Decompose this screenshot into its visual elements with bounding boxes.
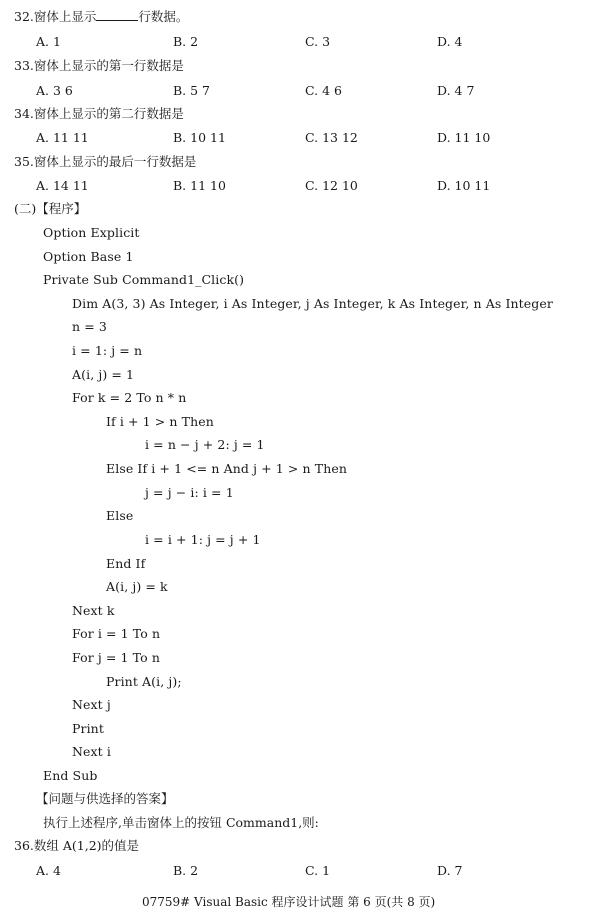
section-title: (二)【程序】	[14, 201, 87, 216]
option-d: D. 4	[437, 34, 463, 49]
question-text: 窗体上显示的最后一行数据是	[33, 154, 197, 169]
question-number: 33.	[14, 58, 34, 73]
question-33	[14, 58, 184, 74]
code-line: For j = 1 To n	[72, 650, 161, 665]
question-34	[14, 106, 184, 122]
question-text-pre: 窗体上显示	[33, 9, 97, 24]
code-line: Next j	[72, 697, 111, 712]
option-d: D. 10 11	[437, 178, 491, 193]
option-a: A. 14 11	[36, 178, 89, 193]
question-text: 窗体上显示的第一行数据是	[33, 58, 184, 73]
code-line: Print	[72, 721, 104, 736]
code-line: End If	[106, 556, 146, 571]
option-a: A. 3 6	[36, 83, 73, 98]
question-number: 35.	[14, 154, 34, 169]
code-line: Private Sub Command1_Click()	[43, 272, 245, 287]
code-line: A(i, j) = 1	[72, 367, 135, 382]
question-number: 34.	[14, 106, 34, 121]
code-line: A(i, j) = k	[106, 579, 168, 594]
option-b: B. 5 7	[173, 83, 211, 98]
code-line: Else If i + 1 <= n And j + 1 > n Then	[106, 461, 348, 476]
code-line: For k = 2 To n * n	[72, 390, 187, 405]
option-c: C. 12 10	[305, 178, 358, 193]
code-line: For i = 1 To n	[72, 626, 161, 641]
code-line: Print A(i, j);	[106, 674, 182, 689]
option-a: A. 11 11	[36, 130, 89, 145]
page-footer: 07759# Visual Basic 程序设计试题 第 6 页(共 8 页)	[142, 895, 436, 909]
code-line: Dim A(3, 3) As Integer, i As Integer, j As Integer, k As Integer, n As Integer	[72, 296, 553, 311]
code-line: End Sub	[43, 768, 98, 783]
option-a: A. 1	[36, 34, 61, 49]
option-d: D. 11 10	[437, 130, 491, 145]
option-c: C. 13 12	[305, 130, 358, 145]
code-line: i = 1: j = n	[72, 343, 143, 358]
question-number: 32.	[14, 9, 34, 24]
code-line: j = j − i: i = 1	[145, 485, 234, 500]
option-c: C. 1	[305, 863, 331, 878]
code-line: Option Base 1	[43, 249, 134, 264]
question-text: 数组 A(1,2)的值是	[33, 838, 140, 853]
question-text-post: 行数据。	[138, 9, 189, 24]
option-a: A. 4	[36, 863, 61, 878]
instruction: 执行上述程序,单击窗体上的按钮 Command1,则:	[43, 815, 319, 830]
question-36	[14, 838, 139, 854]
option-b: B. 10 11	[173, 130, 226, 145]
code-line: If i + 1 > n Then	[106, 414, 214, 429]
option-d: D. 4 7	[437, 83, 475, 98]
option-b: B. 2	[173, 34, 199, 49]
option-b: B. 2	[173, 863, 199, 878]
option-b: B. 11 10	[173, 178, 226, 193]
question-32	[14, 8, 188, 25]
code-line: i = n − j + 2: j = 1	[145, 437, 265, 452]
code-line: Option Explicit	[43, 225, 140, 240]
code-line: Next i	[72, 744, 111, 759]
option-c: C. 3	[305, 34, 331, 49]
option-c: C. 4 6	[305, 83, 342, 98]
code-line: Else	[106, 508, 134, 523]
question-number: 36.	[14, 838, 34, 853]
code-line: i = i + 1: j = j + 1	[145, 532, 261, 547]
question-text: 窗体上显示的第二行数据是	[33, 106, 184, 121]
code-line: Next k	[72, 603, 115, 618]
code-line: n = 3	[72, 319, 107, 334]
qa-title: 【问题与供选择的答案】	[36, 791, 174, 806]
question-35	[14, 154, 196, 170]
option-d: D. 7	[437, 863, 463, 878]
answer-blank	[96, 8, 138, 21]
